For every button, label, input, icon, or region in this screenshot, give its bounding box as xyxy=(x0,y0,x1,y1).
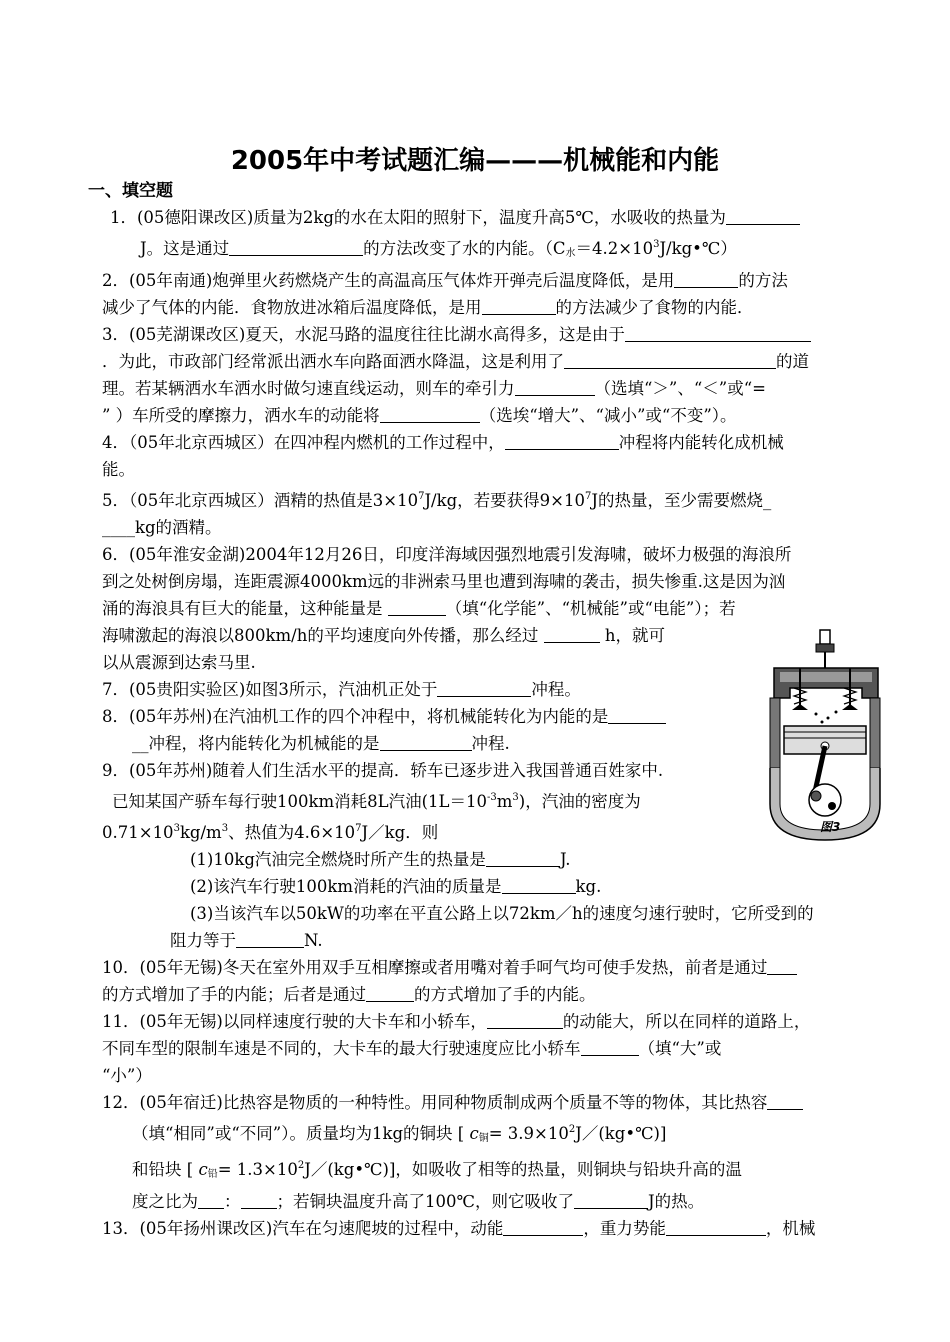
answer-blank[interactable] xyxy=(229,237,363,256)
answer-blank[interactable] xyxy=(544,624,600,643)
figure-label: 图3 xyxy=(820,820,841,834)
answer-blank[interactable] xyxy=(515,377,595,396)
question-7: 7．(05贵阳实验区)如图3所示，汽油机正处于 冲程。 xyxy=(102,680,581,699)
answer-blank[interactable] xyxy=(608,705,666,724)
question-list: 1．(05德阳课改区)质量为2kg的水在太阳的照射下，温度升高5℃，水吸收的热量为 J。这是通过 的方法改变了水的内能。（C水$=4.2\times 10^3J/kg•℃$） 2．(05年南通)炮弹里火药燃烧产生的高温高压气体炸开弹壳后温度降低，是用 的方法 减少了气体的内能．食物放进冰箱后温度降低，是用 的方法减少了食物的内能． 3．(05芜湖课改区)夏天，水泥马路的温度往往比湖水高得多，这是由于 ．为此，市政部门经常派出洒水车向路面洒水降温，这是利用了 的道 理。若某辆洒水车洒水时做匀速直线运动，则车的牵引力 （选填“＞”、“＜”或“= ” ）车所受的摩擦力，洒水车的动能将 （选埃“增大”、“减小”或“不变”）。 4．（05年北京西城区）在四冲程内燃机的工作过程中， 冲程将内能转化成机械 能。 5．（05年北京西城区）酒精的热值是$3\times 10^7J/kg$，若要获得$9\times 10^7J$的热量，至少需要燃烧_ ____kg的酒精。 6．(05年淮安金湖)2004年12月26日，印度洋海域因强烈地震引发海啸，破坏力极强的海浪所 到之处树倒房塌，连距震源4000km远的非洲索马里也遭到海啸的袭击，损失惨重.这是因为汹 涌的海浪具有巨大的能量，这种能量是 （填“化学能”、“机械能”或“电能”）；若 海啸激起的海浪以800km/h的平均速度向外传播，那么经过 h，就可 以从震源到达索马里. 7．(05贵阳实验区)如图3所示，汽油机正处于 冲程。 8．(05年苏州)在汽油机工作的四个冲程中，将机械能转化为内能的是 __冲程，将内能转化为机械能的是 冲程. 9．(05年苏州)随着人们生活水平的提高．轿车已逐步进入我国普通百姓家中. 已知某国产骄车每行驶100km消耗8L汽油$(1L=10^{-3}m^3)$，汽油的密度为 $0.71\times 10^3kg/m^3$、热值为$4.6\times 10^7J/kg$．则 (1)10kg汽油完全燃烧时所产生的热量是 J. (2)该汽车行驶100km消耗的汽油的质量是 kg. (3)当该汽车以50kW的功率在平直公路上以72km／h的速度匀速行驶时，它所受到的 阻力等于 N. 10．(05年无锡)冬天在室外用双手互相摩擦或者用嘴对着手呵气均可使手发热，前者是通过 的方式增加了手的内能；后者是通过 的方式增加了手的内能。 11．(05年无锡)以同样速度行驶的大卡车和小轿车， 的动能大，所以在同样的道路上， 不同车型的限制车速是不同的，大卡车的最大行驶速度应比小轿车 （填“大”或 “小”） 12．(05年宿迁)比热容是物质的一种特性。用同种物质制成两个质量不等的物体，其比热容 （填“相同”或“不同”）。质量均为1kg的铜块 [ c铜= $3.9\times 10^2J/(kg•℃)$] 和铅块 [ c铅= $1.3\times 10^2J/(kg•℃)$]，如吸收了相等的热量，则铜块与铅块升高的温 度之比为 ： ；若铜块温度升高了100℃，则它吸收了 J的热。 13．(05年扬州课改区)汽车在匀速爬坡的过程中，动能 ，重力势能 ，机械 xyxy=(110,204,900,1242)
question-5: 5．（05年北京西城区）酒精的热值是$3\times 10^7J/kg$，若要获得$9\times 10^7J$的热量，至少需要燃烧_ xyxy=(102,491,772,510)
question-11: 11．(05年无锡)以同样速度行驶的大卡车和小轿车， 的动能大，所以在同样的道路上， xyxy=(102,1012,811,1031)
answer-blank[interactable] xyxy=(502,875,576,894)
answer-blank[interactable] xyxy=(486,848,560,867)
question-6: 6．(05年淮安金湖)2004年12月26日，印度洋海域因强烈地震引发海啸，破坏力极强的海浪所 xyxy=(102,545,792,564)
answer-blank[interactable] xyxy=(581,1037,639,1056)
section-heading: 一、填空题 xyxy=(88,181,173,201)
question-1: 1．(05德阳课改区)质量为2kg的水在太阳的照射下，温度升高5℃，水吸收的热量为 xyxy=(110,204,900,231)
page-title: 2005年中考试题汇编———机械能和内能 xyxy=(230,146,720,176)
answer-blank[interactable] xyxy=(236,929,304,948)
answer-blank[interactable] xyxy=(767,956,797,975)
question-12: 12．(05年宿迁)比热容是物质的一种特性。用同种物质制成两个质量不等的物体，其比热容 xyxy=(102,1089,900,1116)
question-4: 4．（05年北京西城区）在四冲程内燃机的工作过程中， 冲程将内能转化成机械 xyxy=(102,433,784,452)
answer-blank[interactable] xyxy=(380,732,472,751)
answer-blank[interactable] xyxy=(625,323,811,342)
question-2: 2．(05年南通)炮弹里火药燃烧产生的高温高压气体炸开弹壳后温度降低，是用 的方法 xyxy=(102,271,788,290)
question-9: 9．(05年苏州)随着人们生活水平的提高．轿车已逐步进入我国普通百姓家中. xyxy=(102,761,664,780)
question-3: 3．(05芜湖课改区)夏天，水泥马路的温度往往比湖水高得多，这是由于 xyxy=(102,321,900,348)
answer-blank[interactable] xyxy=(767,1091,803,1110)
question-1-line-2: J。这是通过 的方法改变了水的内能。（C水$=4.2\times 10^3J/kg•℃$） xyxy=(140,239,737,259)
answer-blank[interactable] xyxy=(437,678,531,697)
answer-blank[interactable] xyxy=(564,350,776,369)
question-13: 13．(05年扬州课改区)汽车在匀速爬坡的过程中，动能 ，重力势能 ，机械 xyxy=(102,1219,816,1238)
answer-blank[interactable] xyxy=(666,1217,766,1236)
engine-cylinder-diagram-icon xyxy=(756,628,906,843)
question-8: 8．(05年苏州)在汽油机工作的四个冲程中，将机械能转化为内能的是 xyxy=(102,703,900,730)
answer-blank[interactable] xyxy=(574,1190,648,1209)
answer-blank[interactable] xyxy=(366,983,414,1002)
answer-blank[interactable] xyxy=(241,1190,277,1209)
answer-blank[interactable] xyxy=(482,296,556,315)
answer-blank[interactable] xyxy=(380,404,480,423)
answer-blank[interactable] xyxy=(726,206,800,225)
answer-blank[interactable] xyxy=(503,1217,583,1236)
answer-blank[interactable] xyxy=(388,597,446,616)
answer-blank[interactable] xyxy=(198,1190,224,1209)
question-10: 10．(05年无锡)冬天在室外用双手互相摩擦或者用嘴对着手呵气均可使手发热，前者是通过 xyxy=(102,954,900,981)
answer-blank[interactable] xyxy=(505,431,619,450)
answer-blank[interactable] xyxy=(674,269,738,288)
answer-blank[interactable] xyxy=(487,1010,563,1029)
